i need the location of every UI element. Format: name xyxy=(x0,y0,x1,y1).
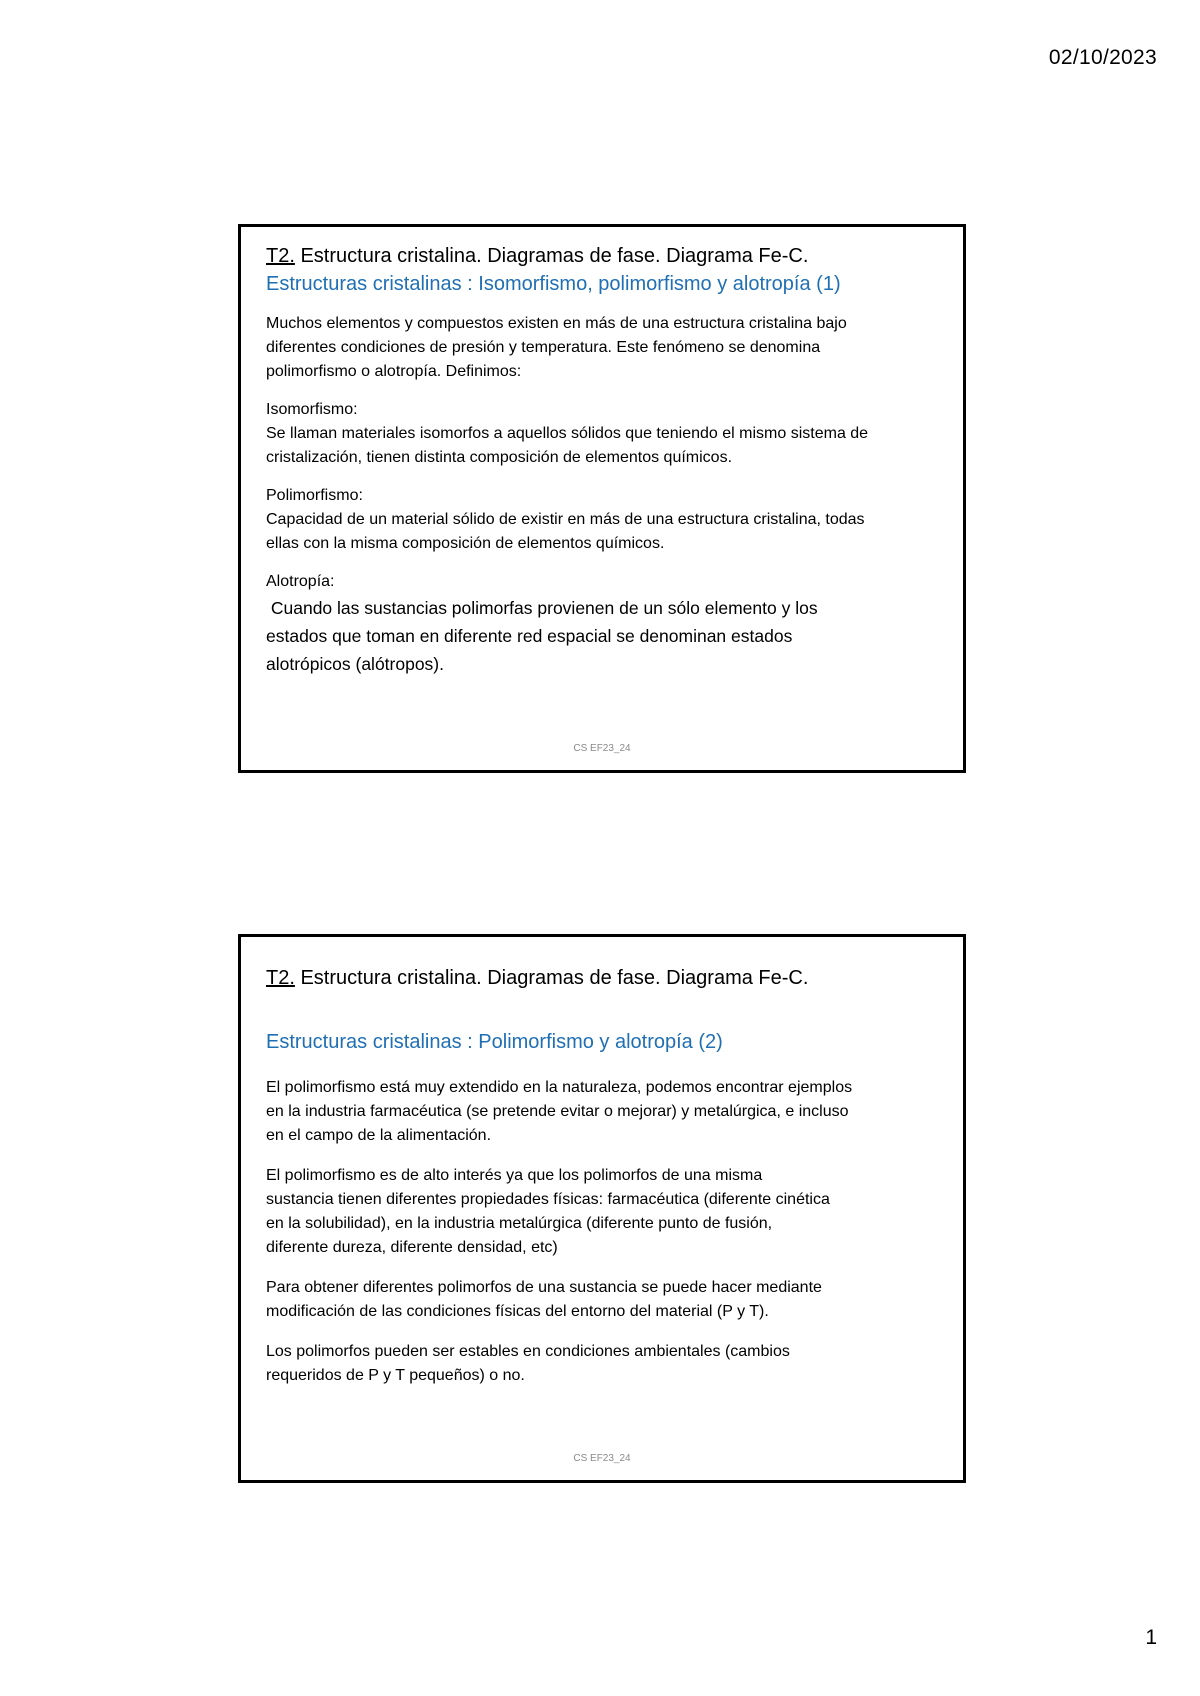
text-line: ellas con la misma composición de elementos químicos. xyxy=(266,535,665,552)
text-line: en la solubilidad), en la industria metalúrgica (diferente punto de fusión, xyxy=(266,1215,773,1232)
slide-footer: CS EF23_24 xyxy=(573,1453,631,1464)
text-line: en la industria farmacéutica (se pretende evitar o mejorar) y metalúrgica, e incluso xyxy=(266,1103,849,1120)
slide-title-text: Estructura cristalina. Diagramas de fase. Diagrama Fe-C. xyxy=(294,967,809,989)
text-line: Los polimorfos pueden ser estables en condiciones ambientales (cambios xyxy=(266,1343,790,1360)
polimorfismo-heading: Polimorfismo: xyxy=(266,487,363,504)
slide-title-text: Estructura cristalina. Diagramas de fase. Diagrama Fe-C. xyxy=(294,245,809,267)
text-line: en el campo de la alimentación. xyxy=(266,1127,492,1144)
alotropia-heading: Alotropía: xyxy=(266,573,335,590)
isomorfismo-section xyxy=(266,398,955,470)
text-line: diferente dureza, diferente densidad, etc) xyxy=(266,1239,558,1256)
text-line: El polimorfismo está muy extendido en la naturaleza, podemos encontrar ejemplos xyxy=(266,1079,853,1096)
text-line: El polimorfismo es de alto interés ya que los polimorfos de una misma xyxy=(266,1167,763,1184)
text-line: estados que toman en diferente red espacial se denominan estados xyxy=(266,626,793,646)
text-line: cristalización, tienen distinta composición de elementos químicos. xyxy=(266,449,733,466)
slide-footer: CS EF23_24 xyxy=(573,743,631,754)
slide-subtitle: Estructuras cristalinas : Polimorfismo y alotropía (2) xyxy=(266,1031,723,1053)
slide-title xyxy=(266,243,955,270)
isomorfismo-heading: Isomorfismo: xyxy=(266,401,358,418)
text-line: sustancia tienen diferentes propiedades físicas: farmacéutica (diferente cinética xyxy=(266,1191,830,1208)
text-line: diferentes condiciones de presión y temperatura. Este fenómeno se denomina xyxy=(266,339,821,356)
slide-1 xyxy=(238,224,966,773)
intro-paragraph xyxy=(266,312,955,384)
slide-1-content xyxy=(266,243,955,678)
text-line: requeridos de P y T pequeños) o no. xyxy=(266,1367,525,1384)
page-date: 02/10/2023 xyxy=(1048,46,1157,69)
slide-subtitle: Estructuras cristalinas : Isomorfismo, polimorfismo y alotropía (1) xyxy=(266,273,841,295)
alotropia-body xyxy=(266,594,955,678)
slide-2 xyxy=(238,934,966,1483)
text-line: modificación de las condiciones físicas del entorno del material (P y T). xyxy=(266,1303,769,1320)
text-line: alotrópicos (alótropos). xyxy=(266,654,444,674)
text-line: Muchos elementos y compuestos existen en más de una estructura cristalina bajo xyxy=(266,315,847,332)
text-line: polimorfismo o alotropía. Definimos: xyxy=(266,363,522,380)
slide-title xyxy=(266,965,955,992)
paragraph-3 xyxy=(266,1276,955,1324)
text-line: Capacidad de un material sólido de existir en más de una estructura cristalina, todas xyxy=(266,511,865,528)
text-line: Para obtener diferentes polimorfos de una sustancia se puede hacer mediante xyxy=(266,1279,822,1296)
paragraph-2 xyxy=(266,1164,955,1260)
text-line: Se llaman materiales isomorfos a aquellos sólidos que teniendo el mismo sistema de xyxy=(266,425,869,442)
page-number: 1 xyxy=(1145,1626,1157,1649)
alotropia-section xyxy=(266,570,955,594)
text-line: Cuando las sustancias polimorfas provienen de un sólo elemento y los xyxy=(266,598,818,618)
slide-2-content xyxy=(266,965,955,1388)
paragraph-1 xyxy=(266,1076,955,1148)
slide-title-code: T2. xyxy=(266,967,295,989)
paragraph-4 xyxy=(266,1340,955,1388)
polimorfismo-section xyxy=(266,484,955,556)
slide-title-code: T2. xyxy=(266,245,295,267)
